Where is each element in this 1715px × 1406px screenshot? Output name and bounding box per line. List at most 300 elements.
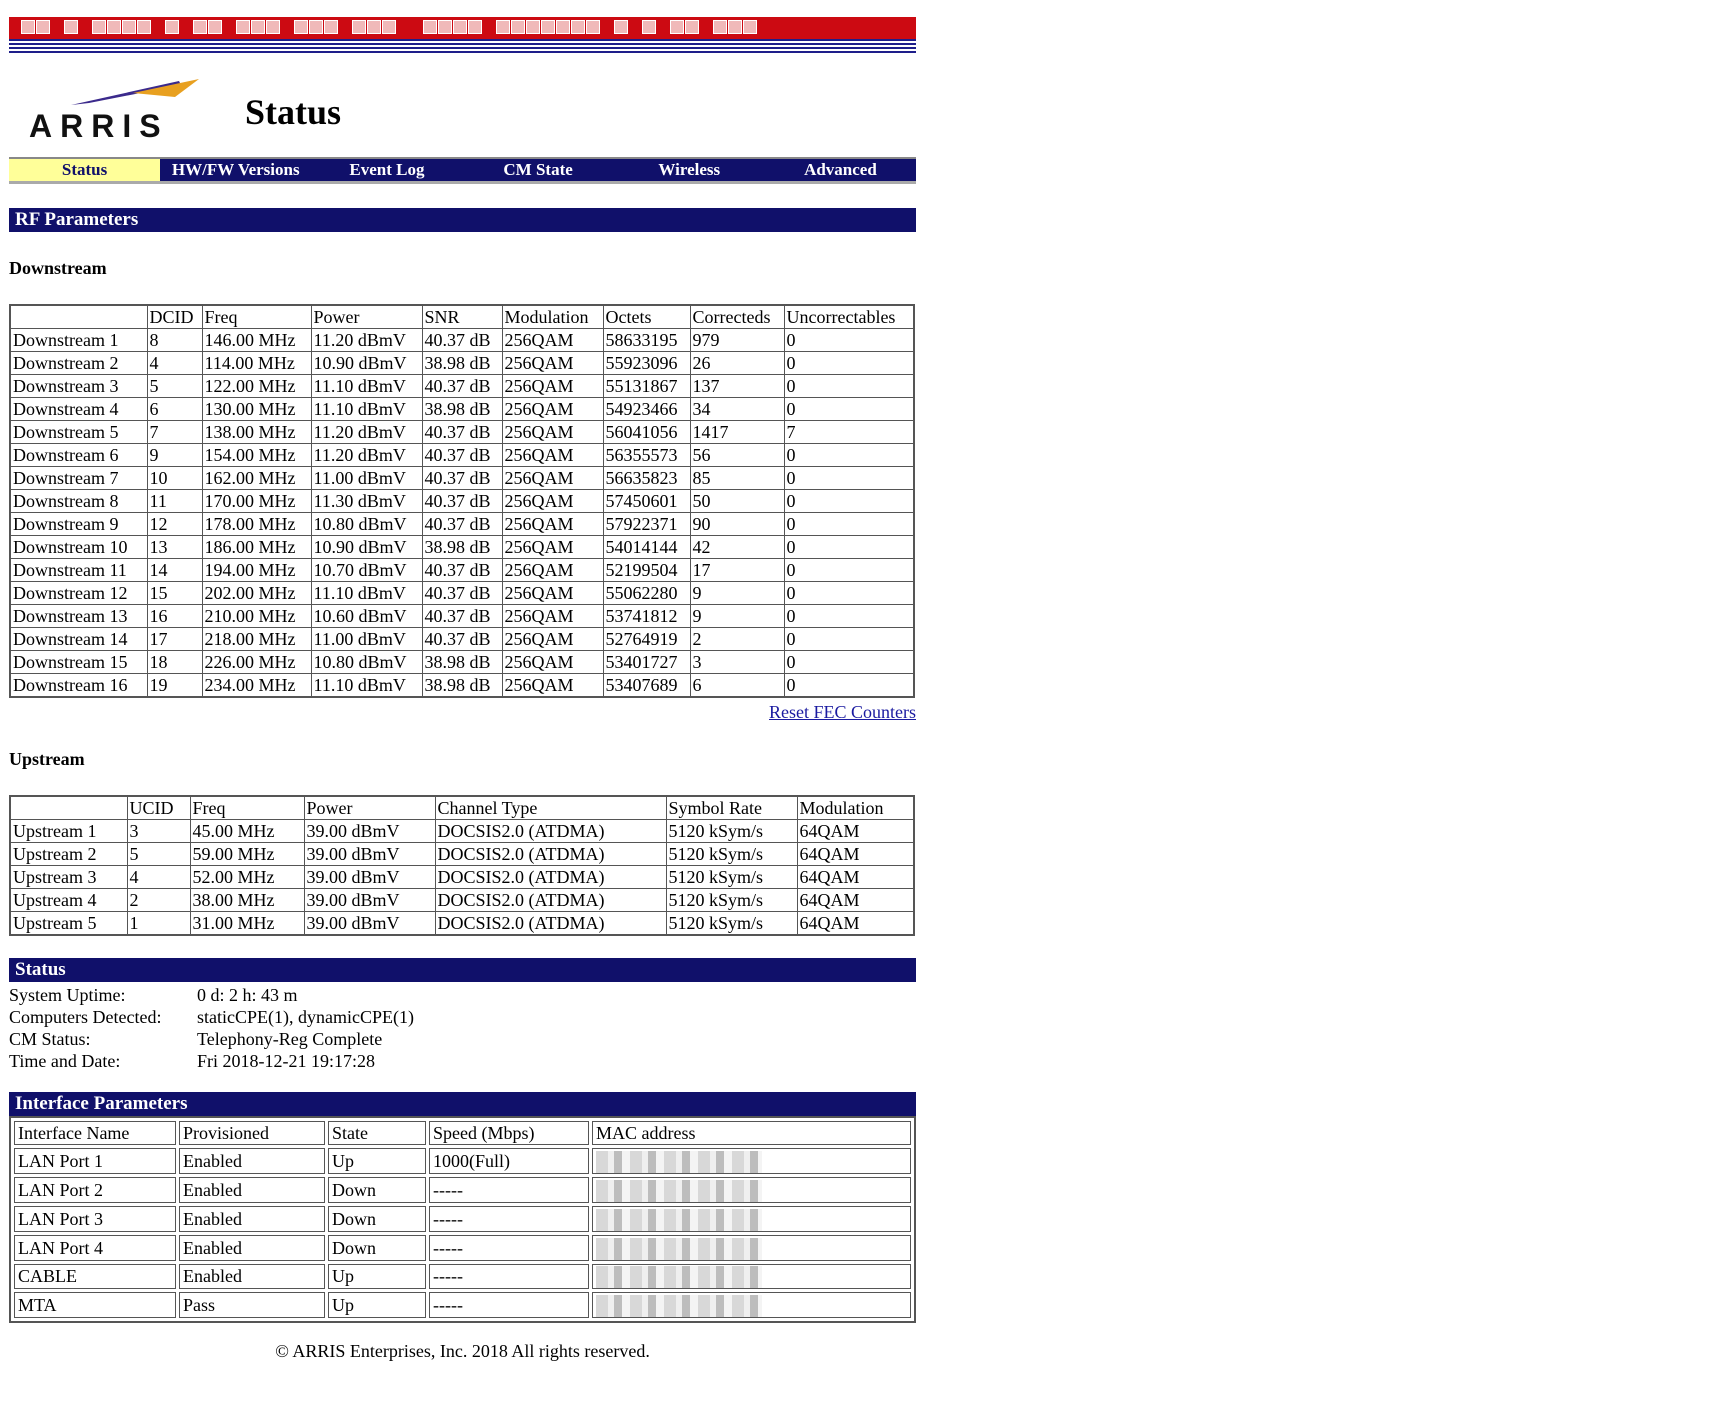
table-row — [10, 444, 914, 467]
table-row — [10, 889, 914, 912]
nav-event-log[interactable]: Event Log — [349, 160, 425, 179]
table-cell: 1417 — [690, 421, 784, 444]
column-header — [10, 305, 147, 329]
table-row — [14, 1148, 911, 1174]
table-cell: DOCSIS2.0 (ATDMA) — [435, 843, 666, 866]
table-cell: 39.00 dBmV — [304, 866, 435, 889]
header — [9, 55, 916, 157]
table-cell: 5120 kSym/s — [666, 866, 797, 889]
table-cell: Enabled — [179, 1177, 325, 1203]
table-cell: 7 — [784, 421, 914, 444]
table-cell: 9 — [147, 444, 202, 467]
table-cell: 42 — [690, 536, 784, 559]
table-cell: 11.10 dBmV — [311, 398, 422, 421]
table-cell: 57450601 — [603, 490, 690, 513]
table-cell: Downstream 6 — [10, 444, 147, 467]
table-cell: 11.10 dBmV — [311, 375, 422, 398]
table-row — [10, 628, 914, 651]
column-header: Modulation — [797, 796, 914, 820]
table-row — [10, 513, 914, 536]
reset-fec-counters-link[interactable]: Reset FEC Counters — [769, 702, 916, 722]
table-cell: 16 — [147, 605, 202, 628]
downstream-table — [9, 304, 915, 698]
table-cell: 64QAM — [797, 912, 914, 936]
footer-copyright: © ARRIS Enterprises, Inc. 2018 All rights reserved. — [275, 1341, 650, 1362]
table-cell: 26 — [690, 352, 784, 375]
table-row — [10, 820, 914, 843]
cm-status-value: Telephony-Reg Complete — [197, 1029, 383, 1049]
table-cell: ----- — [429, 1235, 589, 1261]
table-cell: 11.20 dBmV — [311, 329, 422, 352]
table-cell: 194.00 MHz — [202, 559, 311, 582]
banner-stripes — [9, 39, 916, 55]
table-cell: 40.37 dB — [422, 329, 502, 352]
table-row — [10, 651, 914, 674]
nav-advanced[interactable]: Advanced — [804, 160, 877, 179]
table-row — [10, 375, 914, 398]
status-section-header: Status — [9, 958, 916, 982]
time-date-value: Fri 2018-12-21 19:17:28 — [197, 1051, 375, 1071]
table-cell: Downstream 10 — [10, 536, 147, 559]
table-header-row — [10, 796, 914, 820]
table-cell: 5120 kSym/s — [666, 820, 797, 843]
table-cell: 0 — [784, 444, 914, 467]
column-header: Freq — [190, 796, 304, 820]
table-cell: 4 — [147, 352, 202, 375]
table-cell: Downstream 2 — [10, 352, 147, 375]
column-header: DCID — [147, 305, 202, 329]
table-cell: CABLE — [14, 1264, 176, 1290]
table-cell: 10.70 dBmV — [311, 559, 422, 582]
table-cell: 137 — [690, 375, 784, 398]
table-cell: 11 — [147, 490, 202, 513]
table-cell: Downstream 14 — [10, 628, 147, 651]
table-row — [14, 1235, 911, 1261]
table-cell: LAN Port 3 — [14, 1206, 176, 1232]
table-cell: 38.98 dB — [422, 398, 502, 421]
table-header-row — [10, 305, 914, 329]
table-cell: 45.00 MHz — [190, 820, 304, 843]
mac-address-cell — [592, 1177, 911, 1203]
nav-status[interactable]: Status — [9, 159, 160, 181]
table-cell: 64QAM — [797, 889, 914, 912]
table-row — [10, 329, 914, 352]
mac-address-redacted — [596, 1295, 762, 1317]
table-cell: 10.80 dBmV — [311, 513, 422, 536]
table-cell: 18 — [147, 651, 202, 674]
table-row — [10, 352, 914, 375]
table-cell: 234.00 MHz — [202, 674, 311, 698]
table-cell: 6 — [690, 674, 784, 698]
table-cell: 178.00 MHz — [202, 513, 311, 536]
table-cell: 19 — [147, 674, 202, 698]
banner-pattern — [21, 20, 758, 35]
table-cell: 256QAM — [502, 628, 603, 651]
table-cell: 52764919 — [603, 628, 690, 651]
table-cell: Enabled — [179, 1235, 325, 1261]
table-cell: DOCSIS2.0 (ATDMA) — [435, 889, 666, 912]
table-cell: 10 — [147, 467, 202, 490]
computers-detected-label: Computers Detected: — [9, 1007, 162, 1027]
table-cell: Down — [328, 1177, 426, 1203]
arris-logo — [29, 75, 209, 145]
rf-parameters-header: RF Parameters — [9, 208, 916, 232]
table-cell: 256QAM — [502, 490, 603, 513]
table-cell: 38.00 MHz — [190, 889, 304, 912]
table-cell: 0 — [784, 467, 914, 490]
table-cell: 256QAM — [502, 559, 603, 582]
table-cell: 56355573 — [603, 444, 690, 467]
table-cell: Enabled — [179, 1206, 325, 1232]
table-cell: 5120 kSym/s — [666, 889, 797, 912]
table-cell: 0 — [784, 674, 914, 698]
table-cell: 34 — [690, 398, 784, 421]
table-cell: 38.98 dB — [422, 651, 502, 674]
table-cell: 90 — [690, 513, 784, 536]
table-cell: 7 — [147, 421, 202, 444]
table-cell: 10.80 dBmV — [311, 651, 422, 674]
column-header: SNR — [422, 305, 502, 329]
table-cell: 0 — [784, 513, 914, 536]
table-cell: 256QAM — [502, 329, 603, 352]
table-cell: 0 — [784, 398, 914, 421]
column-header: Power — [311, 305, 422, 329]
table-cell: 54923466 — [603, 398, 690, 421]
mac-address-redacted — [596, 1180, 762, 1202]
reset-row — [9, 702, 916, 723]
column-header: State — [328, 1121, 426, 1145]
mac-address-redacted — [596, 1266, 762, 1288]
table-cell: 186.00 MHz — [202, 536, 311, 559]
table-cell: 53401727 — [603, 651, 690, 674]
computers-detected-value: staticCPE(1), dynamicCPE(1) — [197, 1007, 414, 1027]
mac-address-redacted — [596, 1238, 762, 1260]
table-cell: DOCSIS2.0 (ATDMA) — [435, 820, 666, 843]
table-cell: 979 — [690, 329, 784, 352]
table-cell: 39.00 dBmV — [304, 912, 435, 936]
table-cell: 146.00 MHz — [202, 329, 311, 352]
column-header: Speed (Mbps) — [429, 1121, 589, 1145]
table-cell: 54014144 — [603, 536, 690, 559]
table-cell: 10.60 dBmV — [311, 605, 422, 628]
table-header-row — [14, 1121, 911, 1145]
table-row — [10, 582, 914, 605]
upstream-table — [9, 795, 915, 936]
table-cell: 55131867 — [603, 375, 690, 398]
table-cell: 0 — [784, 605, 914, 628]
table-cell: 59.00 MHz — [190, 843, 304, 866]
table-cell: Enabled — [179, 1148, 325, 1174]
table-cell: 64QAM — [797, 843, 914, 866]
table-cell: ----- — [429, 1177, 589, 1203]
interface-parameters-header: Interface Parameters — [9, 1092, 916, 1116]
mac-address-cell — [592, 1264, 911, 1290]
table-cell: 31.00 MHz — [190, 912, 304, 936]
table-cell: 40.37 dB — [422, 513, 502, 536]
table-cell: 40.37 dB — [422, 467, 502, 490]
table-cell: Downstream 7 — [10, 467, 147, 490]
table-cell: 11.20 dBmV — [311, 421, 422, 444]
table-cell: 0 — [784, 628, 914, 651]
column-header: Channel Type — [435, 796, 666, 820]
table-cell: 15 — [147, 582, 202, 605]
table-cell: 12 — [147, 513, 202, 536]
table-cell: 10.90 dBmV — [311, 536, 422, 559]
column-header: Modulation — [502, 305, 603, 329]
table-cell: 9 — [690, 605, 784, 628]
table-cell: 210.00 MHz — [202, 605, 311, 628]
table-cell: 17 — [147, 628, 202, 651]
table-cell: LAN Port 2 — [14, 1177, 176, 1203]
table-row — [14, 1264, 911, 1290]
table-cell: 0 — [784, 375, 914, 398]
table-cell: 52.00 MHz — [190, 866, 304, 889]
table-cell: 4 — [127, 866, 190, 889]
table-cell: 40.37 dB — [422, 628, 502, 651]
table-cell: 39.00 dBmV — [304, 843, 435, 866]
table-cell: 2 — [127, 889, 190, 912]
table-cell: 138.00 MHz — [202, 421, 311, 444]
column-header: Correcteds — [690, 305, 784, 329]
upstream-heading: Upstream — [9, 749, 85, 769]
table-cell: 256QAM — [502, 582, 603, 605]
table-cell: 226.00 MHz — [202, 651, 311, 674]
mac-address-redacted — [596, 1209, 762, 1231]
uptime-value: 0 d: 2 h: 43 m — [197, 985, 298, 1005]
table-cell: 38.98 dB — [422, 674, 502, 698]
table-cell: Pass — [179, 1292, 325, 1318]
table-cell: 38.98 dB — [422, 352, 502, 375]
table-cell: Downstream 3 — [10, 375, 147, 398]
page-title: Status — [245, 92, 342, 132]
table-cell: 85 — [690, 467, 784, 490]
table-cell: DOCSIS2.0 (ATDMA) — [435, 866, 666, 889]
table-cell: Down — [328, 1235, 426, 1261]
table-cell: 53407689 — [603, 674, 690, 698]
table-cell: 162.00 MHz — [202, 467, 311, 490]
table-cell: 202.00 MHz — [202, 582, 311, 605]
column-header: Freq — [202, 305, 311, 329]
table-cell: 11.30 dBmV — [311, 490, 422, 513]
column-header: Provisioned — [179, 1121, 325, 1145]
table-row — [10, 843, 914, 866]
table-row — [10, 421, 914, 444]
column-header: Power — [304, 796, 435, 820]
table-cell: 130.00 MHz — [202, 398, 311, 421]
table-cell: 5120 kSym/s — [666, 843, 797, 866]
table-cell: 56041056 — [603, 421, 690, 444]
table-cell: 0 — [784, 490, 914, 513]
table-cell: Up — [328, 1264, 426, 1290]
table-cell: 11.20 dBmV — [311, 444, 422, 467]
mac-address-cell — [592, 1206, 911, 1232]
table-cell: DOCSIS2.0 (ATDMA) — [435, 912, 666, 936]
main-nav — [9, 157, 916, 184]
table-cell: 256QAM — [502, 398, 603, 421]
column-header: Uncorrectables — [784, 305, 914, 329]
table-cell: 122.00 MHz — [202, 375, 311, 398]
top-banner — [9, 17, 916, 39]
table-cell: 53741812 — [603, 605, 690, 628]
table-cell: ----- — [429, 1206, 589, 1232]
downstream-heading: Downstream — [9, 258, 107, 278]
column-header: Symbol Rate — [666, 796, 797, 820]
status-row-cm-status — [9, 1028, 916, 1050]
status-info — [9, 984, 916, 1072]
table-cell: Downstream 13 — [10, 605, 147, 628]
table-row — [10, 605, 914, 628]
table-cell: 40.37 dB — [422, 605, 502, 628]
table-cell: 0 — [784, 651, 914, 674]
table-cell: Downstream 1 — [10, 329, 147, 352]
table-cell: 11.00 dBmV — [311, 628, 422, 651]
table-cell: 64QAM — [797, 866, 914, 889]
table-cell: ----- — [429, 1292, 589, 1318]
column-header: Interface Name — [14, 1121, 176, 1145]
table-cell: 5 — [127, 843, 190, 866]
table-cell: 17 — [690, 559, 784, 582]
table-cell: LAN Port 4 — [14, 1235, 176, 1261]
table-row — [10, 559, 914, 582]
table-cell: ----- — [429, 1264, 589, 1290]
table-cell: Up — [328, 1292, 426, 1318]
table-cell: Downstream 5 — [10, 421, 147, 444]
table-row — [10, 674, 914, 698]
table-row — [10, 467, 914, 490]
table-cell: 256QAM — [502, 375, 603, 398]
table-row — [14, 1292, 911, 1318]
table-cell: 256QAM — [502, 651, 603, 674]
table-row — [10, 398, 914, 421]
table-cell: Upstream 1 — [10, 820, 127, 843]
table-cell: 170.00 MHz — [202, 490, 311, 513]
table-cell: 40.37 dB — [422, 444, 502, 467]
table-cell: 58633195 — [603, 329, 690, 352]
column-header: MAC address — [592, 1121, 911, 1145]
mac-address-cell — [592, 1292, 911, 1318]
interface-table — [9, 1116, 916, 1323]
table-row — [10, 536, 914, 559]
table-cell: 64QAM — [797, 820, 914, 843]
table-cell: Downstream 8 — [10, 490, 147, 513]
logo-text: ARRIS — [29, 108, 169, 144]
nav-hwfw-versions[interactable]: HW/FW Versions — [171, 160, 300, 179]
page — [9, 17, 916, 1362]
table-cell: LAN Port 1 — [14, 1148, 176, 1174]
table-cell: 3 — [127, 820, 190, 843]
table-cell: 50 — [690, 490, 784, 513]
table-cell: 0 — [784, 582, 914, 605]
table-cell: 13 — [147, 536, 202, 559]
table-row — [10, 912, 914, 936]
table-cell: 11.00 dBmV — [311, 467, 422, 490]
table-cell: 154.00 MHz — [202, 444, 311, 467]
table-cell: Upstream 5 — [10, 912, 127, 936]
table-cell: 55062280 — [603, 582, 690, 605]
table-cell: 256QAM — [502, 674, 603, 698]
table-cell: 38.98 dB — [422, 536, 502, 559]
table-cell: 0 — [784, 329, 914, 352]
table-cell: 11.10 dBmV — [311, 582, 422, 605]
table-cell: 10.90 dBmV — [311, 352, 422, 375]
table-cell: Downstream 12 — [10, 582, 147, 605]
mac-address-cell — [592, 1235, 911, 1261]
table-cell: 40.37 dB — [422, 421, 502, 444]
table-cell: 8 — [147, 329, 202, 352]
table-cell: Upstream 3 — [10, 866, 127, 889]
column-header — [10, 796, 127, 820]
nav-wireless[interactable]: Wireless — [658, 160, 721, 179]
table-cell: 218.00 MHz — [202, 628, 311, 651]
column-header: Octets — [603, 305, 690, 329]
status-row-time — [9, 1050, 916, 1072]
table-cell: 57922371 — [603, 513, 690, 536]
table-cell: 40.37 dB — [422, 375, 502, 398]
table-cell: 0 — [784, 536, 914, 559]
uptime-label: System Uptime: — [9, 985, 126, 1005]
table-cell: 56 — [690, 444, 784, 467]
table-row — [10, 490, 914, 513]
table-cell: Down — [328, 1206, 426, 1232]
table-cell: 5120 kSym/s — [666, 912, 797, 936]
mac-address-redacted — [596, 1151, 762, 1173]
table-cell: 0 — [784, 559, 914, 582]
time-date-label: Time and Date: — [9, 1051, 121, 1071]
table-cell: Downstream 9 — [10, 513, 147, 536]
table-cell: Downstream 15 — [10, 651, 147, 674]
table-cell: Enabled — [179, 1264, 325, 1290]
table-cell: 55923096 — [603, 352, 690, 375]
table-cell: Downstream 4 — [10, 398, 147, 421]
table-cell: 256QAM — [502, 421, 603, 444]
table-cell: 3 — [690, 651, 784, 674]
table-cell: Downstream 16 — [10, 674, 147, 698]
table-cell: 256QAM — [502, 536, 603, 559]
table-cell: 14 — [147, 559, 202, 582]
table-cell: 1 — [127, 912, 190, 936]
table-cell: 40.37 dB — [422, 559, 502, 582]
table-cell: 52199504 — [603, 559, 690, 582]
table-cell: 9 — [690, 582, 784, 605]
table-cell: Upstream 4 — [10, 889, 127, 912]
cm-status-label: CM Status: — [9, 1029, 91, 1049]
mac-address-cell — [592, 1148, 911, 1174]
table-cell: MTA — [14, 1292, 176, 1318]
table-cell: 256QAM — [502, 444, 603, 467]
table-cell: 6 — [147, 398, 202, 421]
table-cell: 256QAM — [502, 467, 603, 490]
table-cell: 2 — [690, 628, 784, 651]
table-cell: 56635823 — [603, 467, 690, 490]
nav-cm-state[interactable]: CM State — [503, 160, 573, 179]
table-row — [14, 1177, 911, 1203]
table-cell: 40.37 dB — [422, 490, 502, 513]
table-cell: 11.10 dBmV — [311, 674, 422, 698]
table-cell: Downstream 11 — [10, 559, 147, 582]
table-cell: 40.37 dB — [422, 582, 502, 605]
table-row — [10, 866, 914, 889]
table-cell: 256QAM — [502, 352, 603, 375]
table-cell: 256QAM — [502, 605, 603, 628]
status-row-uptime — [9, 984, 916, 1006]
table-cell: 0 — [784, 352, 914, 375]
column-header: UCID — [127, 796, 190, 820]
table-cell: 39.00 dBmV — [304, 820, 435, 843]
table-cell: Upstream 2 — [10, 843, 127, 866]
table-cell: Up — [328, 1148, 426, 1174]
status-row-computers — [9, 1006, 916, 1028]
table-cell: 256QAM — [502, 513, 603, 536]
